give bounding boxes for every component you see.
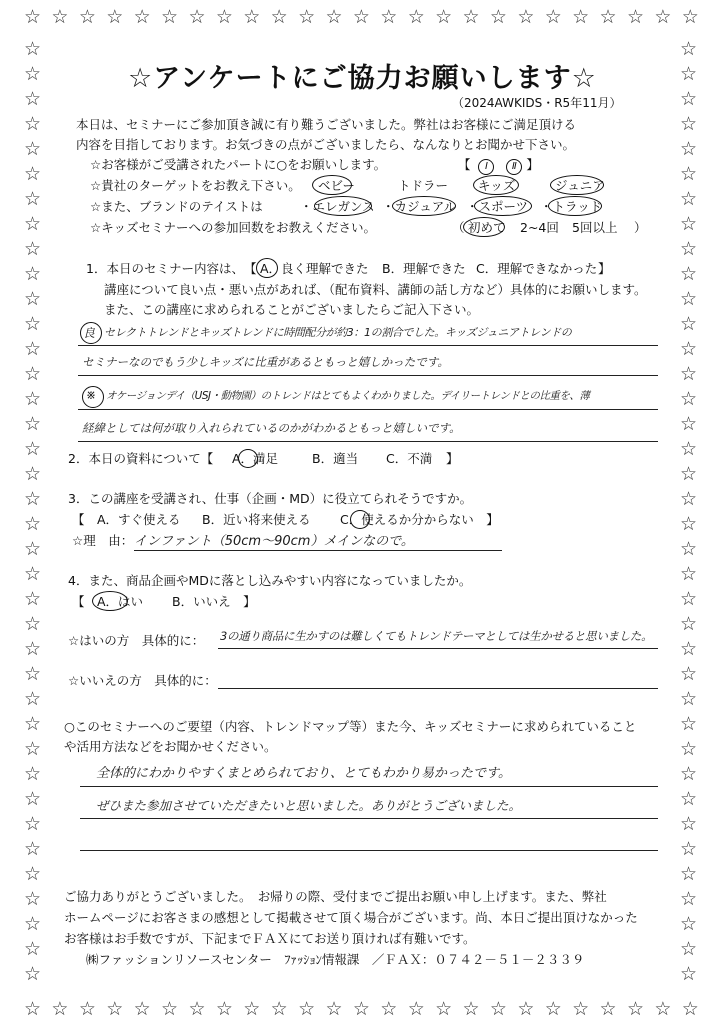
star-icon: ☆ (680, 813, 698, 835)
q1-rule-3 (78, 409, 658, 410)
q3-reason-label: ☆理 由： (72, 533, 134, 548)
star-icon: ☆ (24, 513, 42, 535)
star-icon: ☆ (24, 413, 42, 435)
star-icon: ☆ (24, 613, 42, 635)
q1-bracket-close: 】 (598, 261, 611, 276)
star-icon: ☆ (24, 188, 42, 210)
q1-option-b[interactable]: B．理解できた (382, 261, 466, 276)
taste-circle-elegance (314, 196, 372, 216)
star-icon: ☆ (680, 738, 698, 760)
count-close: ） (634, 220, 647, 235)
star-icon: ☆ (680, 538, 698, 560)
q1-sub-1: 講座について良い点・悪い点があれば、（配布資料、講師の話し方など）具体的にお願いします。 (104, 282, 647, 297)
star-icon: ☆ (680, 513, 698, 535)
star-icon: ☆ (24, 113, 42, 135)
star-icon: ☆ (24, 238, 42, 260)
footer-line-2: ホームページにお客さまの感想として掲載させて頂く場合がございます。尚、本日ご提出頂けなかった (64, 910, 638, 925)
target-option-kids[interactable]: キッズ (478, 178, 516, 193)
star-icon: ☆ (133, 998, 151, 1020)
star-icon: ☆ (462, 6, 480, 28)
star-icon: ☆ (24, 63, 42, 85)
star-icon: ☆ (24, 288, 42, 310)
star-icon: ☆ (270, 998, 288, 1020)
q4-no-label: ☆いいえの方 具体的に： (68, 673, 217, 688)
star-icon: ☆ (680, 88, 698, 110)
star-icon: ☆ (24, 463, 42, 485)
star-icon: ☆ (24, 788, 42, 810)
star-icon: ☆ (681, 998, 699, 1020)
q2-label: 2．本日の資料について【 (68, 451, 214, 466)
star-icon: ☆ (599, 6, 617, 28)
count-option-5plus[interactable]: 5回以上 (572, 220, 618, 235)
star-icon: ☆ (24, 313, 42, 335)
taste-option-elegance[interactable]: ・エレガンス (300, 199, 375, 214)
star-icon: ☆ (51, 998, 69, 1020)
taste-question: ☆また、ブランドのテイストは (90, 199, 263, 214)
star-icon: ☆ (24, 6, 42, 28)
star-border-bottom (0, 1000, 723, 1019)
star-icon: ☆ (270, 6, 288, 28)
target-option-junior[interactable]: ジュニア (555, 178, 605, 193)
part-question: ☆お客様がご受講されたパートに○をお願いします。 (90, 157, 387, 172)
request-rule-1 (80, 786, 658, 787)
request-rule-3 (80, 850, 658, 851)
q4-circle-yes (92, 591, 128, 611)
star-icon: ☆ (325, 6, 343, 28)
part-options: 【 Ⅰ Ⅱ 】 (458, 156, 539, 175)
star-icon: ☆ (680, 613, 698, 635)
q3-option-a[interactable]: 【 A．すぐ使える (72, 512, 181, 527)
q3-option-c[interactable]: C．使えるか分からない 】 (340, 512, 499, 527)
request-answer-1: 全体的にわかりやすくまとめられており、とてもわかり易かったです。 (96, 766, 511, 781)
q4-yes-answer: 3の通り商品に生かすのは難しくてもトレンドテーマとしては生かせると思いました。 (220, 629, 653, 643)
star-icon: ☆ (572, 998, 590, 1020)
star-icon: ☆ (24, 488, 42, 510)
star-icon: ☆ (352, 6, 370, 28)
target-option-toddler[interactable]: トドラー (398, 178, 449, 193)
target-question: ☆貴社のターゲットをお教え下さい。 (90, 178, 301, 193)
star-border-left (24, 0, 41, 1024)
star-icon: ☆ (24, 763, 42, 785)
q1-rule-2 (78, 375, 658, 376)
q2-circle-a (238, 449, 258, 468)
q4-label: 4．また、商品企画やMDに落とし込みやすい内容になっていましたか。 (68, 573, 472, 588)
target-circle-junior (550, 175, 604, 195)
footer-company: ㈱ファッションリソースセンター ﾌｧｯｼｮﾝ情報課 ／ＦＡＸ：０７４２－５１－２３３９ (86, 952, 585, 967)
q1-answer-1-line-b: セミナーなのでもう少しキッズに比重があるともっと嬉しかったです。 (82, 355, 449, 369)
star-icon: ☆ (106, 998, 124, 1020)
star-icon: ☆ (106, 6, 124, 28)
page-title: ☆アンケートにご協力お願いします☆ (128, 63, 597, 94)
star-icon: ☆ (24, 163, 42, 185)
star-icon: ☆ (215, 998, 233, 1020)
star-icon: ☆ (680, 913, 698, 935)
star-icon: ☆ (407, 6, 425, 28)
target-option-baby[interactable]: ベビー (318, 178, 356, 193)
star-icon: ☆ (544, 998, 562, 1020)
taste-circle-casual (392, 196, 456, 216)
star-icon: ☆ (680, 188, 698, 210)
star-icon: ☆ (680, 638, 698, 660)
footer-line-3: お客様はお手数ですが、下記までＦＡＸにてお送り頂ければ有難いです。 (64, 931, 476, 946)
star-icon: ☆ (680, 213, 698, 235)
request-line-1: ○このセミナーへのご要望（内容、トレンドマップ等）また今、キッズセミナーに求められていること (64, 719, 637, 734)
star-icon: ☆ (680, 288, 698, 310)
star-icon: ☆ (680, 663, 698, 685)
star-icon: ☆ (680, 38, 698, 60)
taste-option-trad[interactable]: ・トラッド (540, 199, 603, 214)
count-circle-first (463, 217, 505, 237)
star-icon: ☆ (188, 998, 206, 1020)
star-icon: ☆ (489, 998, 507, 1020)
star-icon: ☆ (24, 963, 42, 985)
star-icon: ☆ (626, 998, 644, 1020)
edition-label: （2024AWKIDS・R5年11月） (452, 96, 622, 110)
q4-yes-rule (218, 648, 658, 649)
star-icon: ☆ (243, 998, 261, 1020)
star-icon: ☆ (680, 713, 698, 735)
star-icon: ☆ (243, 6, 261, 28)
q1-sub-2: また、この講座に求められることがございましたらご記入下さい。 (104, 302, 480, 317)
star-icon: ☆ (544, 6, 562, 28)
star-icon: ☆ (24, 538, 42, 560)
star-icon: ☆ (680, 263, 698, 285)
star-icon: ☆ (380, 998, 398, 1020)
count-option-first[interactable]: 初めて (468, 220, 506, 235)
q1-answer-1-mark-text: 良 (83, 326, 96, 340)
star-icon: ☆ (51, 6, 69, 28)
star-icon: ☆ (24, 263, 42, 285)
q3-circle-c (350, 510, 370, 529)
taste-option-sports[interactable]: ・スポーツ (466, 199, 529, 214)
star-icon: ☆ (681, 6, 699, 28)
taste-option-casual[interactable]: ・カジュアル (382, 199, 457, 214)
q2-close: 】 (446, 451, 459, 466)
q1-label: 1．本日のセミナー内容は、 (86, 261, 244, 276)
star-icon: ☆ (517, 6, 535, 28)
star-icon: ☆ (680, 63, 698, 85)
q3-option-b[interactable]: B．近い将来使える (202, 512, 311, 527)
q1-rule-1 (78, 345, 658, 346)
q3-reason-rule (134, 550, 502, 551)
star-icon: ☆ (680, 463, 698, 485)
star-icon: ☆ (599, 998, 617, 1020)
q1-answer-2-line-b: 経緯としては何が取り入れられているのかがわかるともっと嬉しいです。 (82, 421, 461, 435)
intro-line-1: 本日は、セミナーにご参加頂き誠に有り難うございました。弊社はお客様にご満足頂ける (76, 117, 577, 132)
star-icon: ☆ (489, 6, 507, 28)
star-icon: ☆ (24, 138, 42, 160)
count-open: （ (452, 220, 465, 235)
star-icon: ☆ (161, 6, 179, 28)
star-icon: ☆ (680, 488, 698, 510)
star-icon: ☆ (298, 6, 316, 28)
star-icon: ☆ (380, 6, 398, 28)
target-circle-kids (473, 175, 519, 195)
star-icon: ☆ (352, 998, 370, 1020)
star-icon: ☆ (407, 998, 425, 1020)
star-icon: ☆ (24, 363, 42, 385)
star-icon: ☆ (24, 913, 42, 935)
star-icon: ☆ (24, 863, 42, 885)
star-icon: ☆ (24, 663, 42, 685)
star-icon: ☆ (680, 788, 698, 810)
star-icon: ☆ (24, 713, 42, 735)
star-icon: ☆ (680, 888, 698, 910)
q4-option-yes[interactable]: 【 A．はい (72, 594, 144, 609)
star-icon: ☆ (680, 438, 698, 460)
part-option-1[interactable]: Ⅰ (478, 159, 494, 175)
star-icon: ☆ (24, 888, 42, 910)
q1-option-c[interactable]: C．理解できなかった (476, 261, 598, 276)
star-icon: ☆ (188, 6, 206, 28)
q1-circle-a (256, 258, 278, 278)
q1-answer-2-line-a: オケージョンデイ（USJ・動物園）のトレンドはとてもよくわかりました。デイリートレンドとの比重を、薄 (106, 390, 590, 402)
q4-no-rule (218, 688, 658, 689)
star-icon: ☆ (24, 38, 42, 60)
star-icon: ☆ (680, 138, 698, 160)
star-icon: ☆ (654, 6, 672, 28)
star-icon: ☆ (24, 213, 42, 235)
star-icon: ☆ (517, 998, 535, 1020)
star-icon: ☆ (654, 998, 672, 1020)
q2-option-a[interactable]: A．満足 (232, 451, 279, 466)
star-icon: ☆ (24, 813, 42, 835)
star-icon: ☆ (325, 998, 343, 1020)
star-icon: ☆ (24, 738, 42, 760)
star-icon: ☆ (462, 998, 480, 1020)
q1-answer-1-line-a: セレクトトレンドとキッズトレンドに時間配分が約3：1の割合でした。キッズジュニアトレンドの (104, 326, 572, 339)
q1-rule-4 (78, 441, 658, 442)
star-icon: ☆ (24, 438, 42, 460)
star-icon: ☆ (24, 588, 42, 610)
q1-bracket-open: 【 (244, 261, 257, 276)
star-icon: ☆ (24, 998, 42, 1020)
star-icon: ☆ (298, 998, 316, 1020)
request-answer-2: ぜひまた参加させていただきたいと思いました。ありがとうございました。 (96, 798, 522, 813)
star-icon: ☆ (24, 638, 42, 660)
star-icon: ☆ (24, 388, 42, 410)
star-icon: ☆ (680, 688, 698, 710)
star-icon: ☆ (680, 163, 698, 185)
count-option-2-4[interactable]: 2~4回 (520, 220, 559, 235)
star-icon: ☆ (680, 763, 698, 785)
star-icon: ☆ (680, 238, 698, 260)
star-icon: ☆ (435, 6, 453, 28)
q4-yes-label: ☆はいの方 具体的に： (68, 633, 205, 648)
star-border-right (680, 0, 697, 1024)
star-icon: ☆ (24, 563, 42, 585)
intro-line-2: 内容を目指しております。お気づきの点がございましたら、なんなりとお聞かせ下さい。 (76, 137, 576, 152)
star-icon: ☆ (435, 998, 453, 1020)
star-icon: ☆ (680, 388, 698, 410)
star-icon: ☆ (161, 998, 179, 1020)
star-icon: ☆ (24, 838, 42, 860)
star-icon: ☆ (680, 313, 698, 335)
q2-option-b[interactable]: B．適当 (312, 451, 359, 466)
star-icon: ☆ (680, 838, 698, 860)
target-circle-baby (312, 175, 352, 195)
count-question: ☆キッズセミナーへの参加回数をお教えください。 (90, 220, 376, 235)
star-icon: ☆ (680, 963, 698, 985)
star-icon: ☆ (680, 863, 698, 885)
taste-circle-trad (548, 196, 602, 216)
star-icon: ☆ (680, 563, 698, 585)
star-icon: ☆ (680, 938, 698, 960)
star-icon: ☆ (24, 338, 42, 360)
star-icon: ☆ (680, 338, 698, 360)
q3-label: 3．この講座を受講され、仕事（企画・MD）に役立てられそうですか。 (68, 491, 473, 506)
request-line-2: や活用方法などをお聞かせください。 (64, 739, 277, 754)
star-icon: ☆ (680, 413, 698, 435)
q1-option-a[interactable]: A．良く理解できた (260, 261, 369, 276)
request-rule-2 (80, 818, 658, 819)
star-border-top (0, 8, 723, 27)
star-icon: ☆ (215, 6, 233, 28)
star-icon: ☆ (24, 88, 42, 110)
star-icon: ☆ (680, 363, 698, 385)
taste-circle-sports (474, 196, 532, 216)
q1-answer-2-mark-text: ※ (86, 388, 97, 402)
q4-option-no[interactable]: B．いいえ 】 (172, 594, 256, 609)
star-icon: ☆ (78, 998, 96, 1020)
star-icon: ☆ (78, 6, 96, 28)
star-icon: ☆ (24, 938, 42, 960)
part-option-2[interactable]: Ⅱ (506, 159, 522, 175)
footer-line-1: ご協力ありがとうございました。 お帰りの際、受付までご提出お願い申し上げます。また、弊社 (64, 889, 607, 904)
star-icon: ☆ (24, 688, 42, 710)
star-icon: ☆ (626, 6, 644, 28)
star-icon: ☆ (680, 113, 698, 135)
star-icon: ☆ (133, 6, 151, 28)
q3-reason-text: インファント（50cm～90cm）メインなので。 (134, 534, 414, 549)
star-icon: ☆ (572, 6, 590, 28)
star-icon: ☆ (680, 588, 698, 610)
q2-option-c[interactable]: C．不満 (386, 451, 433, 466)
